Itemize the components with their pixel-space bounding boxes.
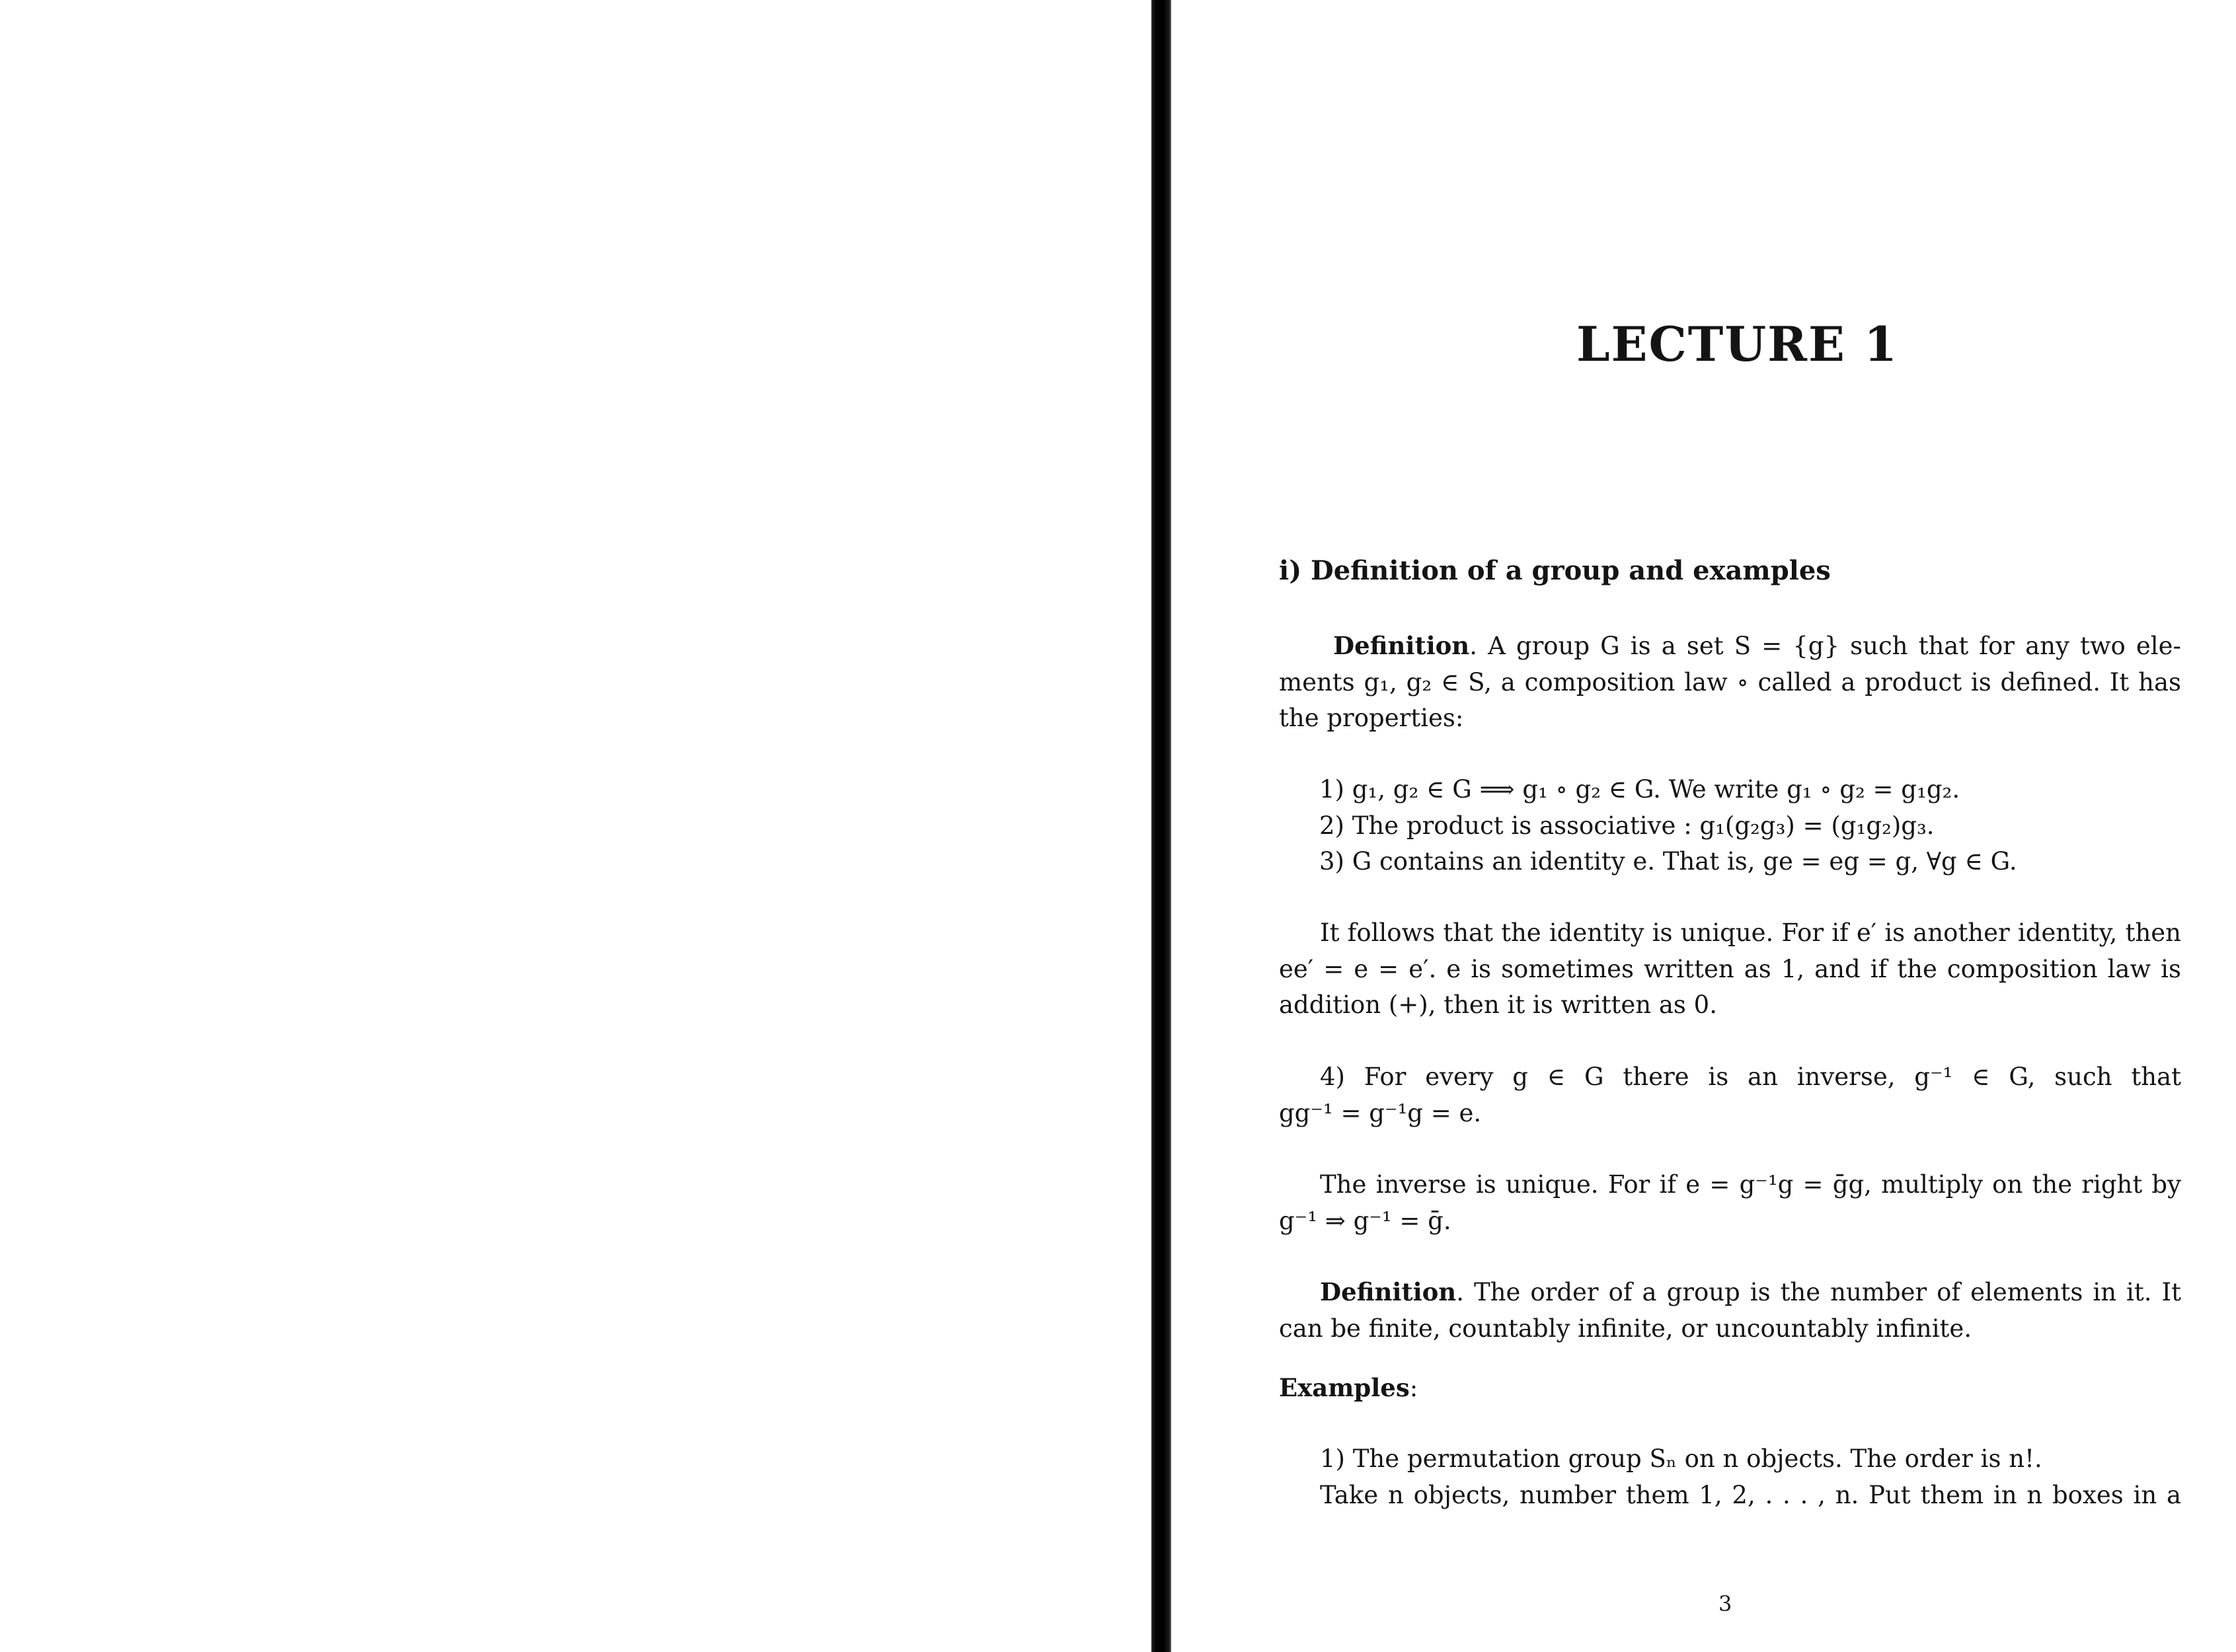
definition-paragraph [1279,628,2181,737]
definition-text-line2: ments g₁, g₂ ∈ S, a composition law ∘ called a product is defined. It has [1279,667,2181,696]
book-spine-shadow [1151,0,1171,1652]
inverse-unique-line1: The inverse is unique. For if e = g⁻¹g = ḡg, multiply on the right by [1320,1170,2181,1199]
page-number: 3 [1718,1591,1732,1616]
property-identity: 3) G contains an identity e. That is, ge = eg = g, ∀g ∈ G. [1319,847,2017,876]
definition-label: Definition [1333,631,1470,660]
order-definition-paragraph [1279,1274,2181,1347]
inverse-line1: 4) For every g ∈ G there is an inverse, g⁻¹ ∈ G, such that [1320,1063,2181,1091]
examples-colon: : [1409,1374,1418,1402]
examples-heading [1279,1370,2181,1407]
group-properties-list [1319,772,2017,880]
inverse-property-paragraph [1279,1059,2181,1131]
examples-label: Examples [1279,1373,1410,1402]
inverse-line2: gg⁻¹ = g⁻¹g = e. [1279,1098,1482,1127]
identity-line3: addition (+), then it is written as 0. [1279,991,1717,1019]
identity-line2: ee′ = e = e′. e is sometimes written as 1, and if the composition law is [1279,954,2181,983]
identity-line1: It follows that the identity is unique. For if e′ is another identity, then [1320,919,2181,947]
example1-paragraph [1279,1441,2181,1513]
inverse-unique-line2: g⁻¹ ⇒ g⁻¹ = ḡ. [1279,1206,1451,1235]
property-closure: 1) g₁, g₂ ∈ G ⟹ g₁ ∘ g₂ ∈ G. We write g₁ ∘ g₂ = g₁g₂. [1319,775,1960,804]
order-line1: . The order of a group is the number of elements in it. It [1456,1278,2181,1306]
order-line2: can be finite, countably infinite, or uncountably infinite. [1279,1314,1972,1343]
lecture-title: LECTURE 1 [1576,316,1899,372]
definition-text-line1: . A group G is a set S = {g} such that for any two ele- [1469,632,2181,660]
example1-line2: Take n objects, number them 1, 2, . . . , n. Put them in n boxes in a [1320,1480,2181,1509]
definition2-label: Definition [1320,1277,1457,1306]
inverse-unique-paragraph [1279,1167,2181,1239]
property-associative: 2) The product is associative : g₁(g₂g₃) = (g₁g₂)g₃. [1319,811,1935,840]
identity-unique-paragraph [1279,915,2181,1024]
example1-line1: 1) The permutation group Sₙ on n objects. The order is n!. [1320,1445,2042,1473]
section-heading: i) Definition of a group and examples [1279,555,1831,586]
definition-text-line3: the properties: [1279,704,1464,732]
